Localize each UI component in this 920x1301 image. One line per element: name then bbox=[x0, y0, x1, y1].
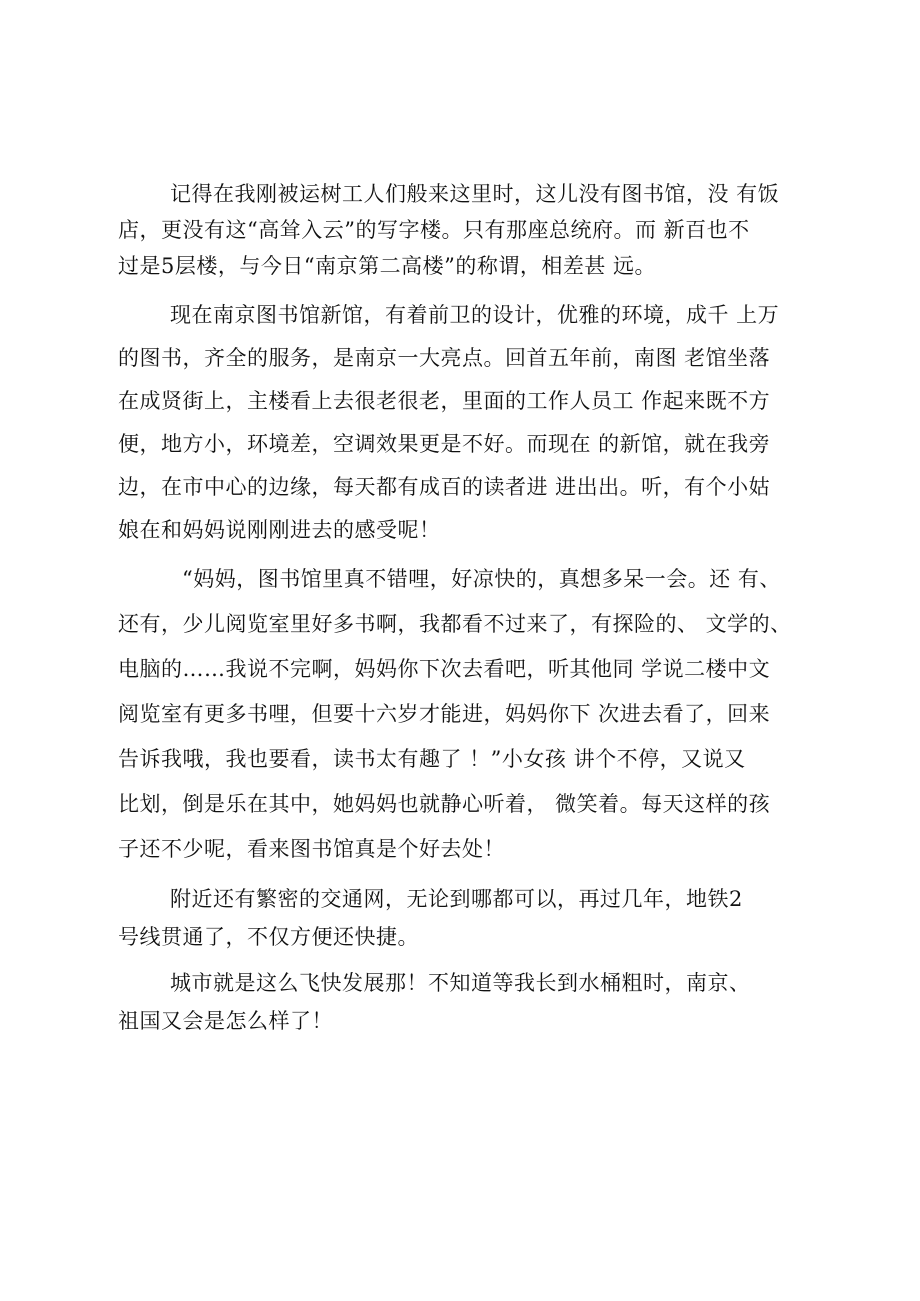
paragraph-5 bbox=[118, 964, 830, 1040]
paragraph-line: 便，地方小，环境差，空调效果更是不好。而现在 的新馆，就在我旁 bbox=[118, 432, 771, 456]
paragraph-line: 的图书，齐全的服务，是南京一大亮点。回首五年前，南图 老馆坐落 bbox=[118, 346, 771, 370]
paragraph-line: 城市就是这么飞快发展那！不知道等我长到水桶粗时，南京、 bbox=[170, 971, 751, 995]
paragraph-line: 店，更没有这“高耸入云”的写字楼。只有那座总统府。而 新百也不 bbox=[118, 218, 750, 242]
paragraph-line: 比划，倒是乐在其中，她妈妈也就静心听着， 微笑着。每天这样的孩 bbox=[118, 792, 771, 816]
paragraph-line: “妈妈，图书馆里真不错哩，好凉快的，真想多呆一会。还 有、 bbox=[182, 567, 781, 591]
paragraph-line: 过是5层楼，与今日“南京第二高楼”的称谓，相差甚 远。 bbox=[118, 254, 657, 278]
paragraph-2 bbox=[118, 294, 830, 552]
paragraph-line: 子还不少呢，看来图书馆真是个好去处！ bbox=[118, 837, 505, 861]
paragraph-line: 号线贯通了，不仅方便还快捷。 bbox=[118, 925, 419, 949]
paragraph-line: 祖国又会是怎么样了！ bbox=[118, 1009, 333, 1033]
paragraph-1 bbox=[118, 176, 830, 284]
paragraph-line: 在成贤街上，主楼看上去很老很老，里面的工作人员工 作起来既不方 bbox=[118, 389, 771, 413]
paragraph-line: 告诉我哦，我也要看，读书太有趣了 ！”小女孩 讲个不停，又说又 bbox=[118, 747, 746, 771]
paragraph-line: 娘在和妈妈说刚刚进去的感受呢！ bbox=[118, 518, 441, 542]
paragraph-line: 附近还有繁密的交通网，无论到哪都可以，再过几年，地铁2 bbox=[170, 887, 743, 911]
paragraph-line: 边，在市中心的边缘，每天都有成百的读者进 进出出。听，有个小姑 bbox=[118, 475, 771, 499]
paragraph-4 bbox=[118, 880, 830, 956]
paragraph-line: 电脑的……我说不完啊，妈妈你下次去看吧，听其他同 学说二楼中文 bbox=[118, 657, 771, 681]
paragraph-line: 记得在我刚被运树工人们般来这里时，这儿没有图书馆，没 有饭 bbox=[170, 182, 780, 206]
paragraph-line: 阅览室有更多书哩，但要十六岁才能进，妈妈你下 次进去看了，回来 bbox=[118, 702, 771, 726]
paragraph-3 bbox=[118, 557, 830, 872]
paragraph-line: 现在南京图书馆新馆，有着前卫的设计，优雅的环境，成千 上万 bbox=[170, 303, 780, 327]
paragraph-line: 还有，少儿阅览室里好多书啊，我都看不过来了，有探险的、 文学的、 bbox=[118, 612, 792, 636]
document-body bbox=[118, 176, 830, 1040]
